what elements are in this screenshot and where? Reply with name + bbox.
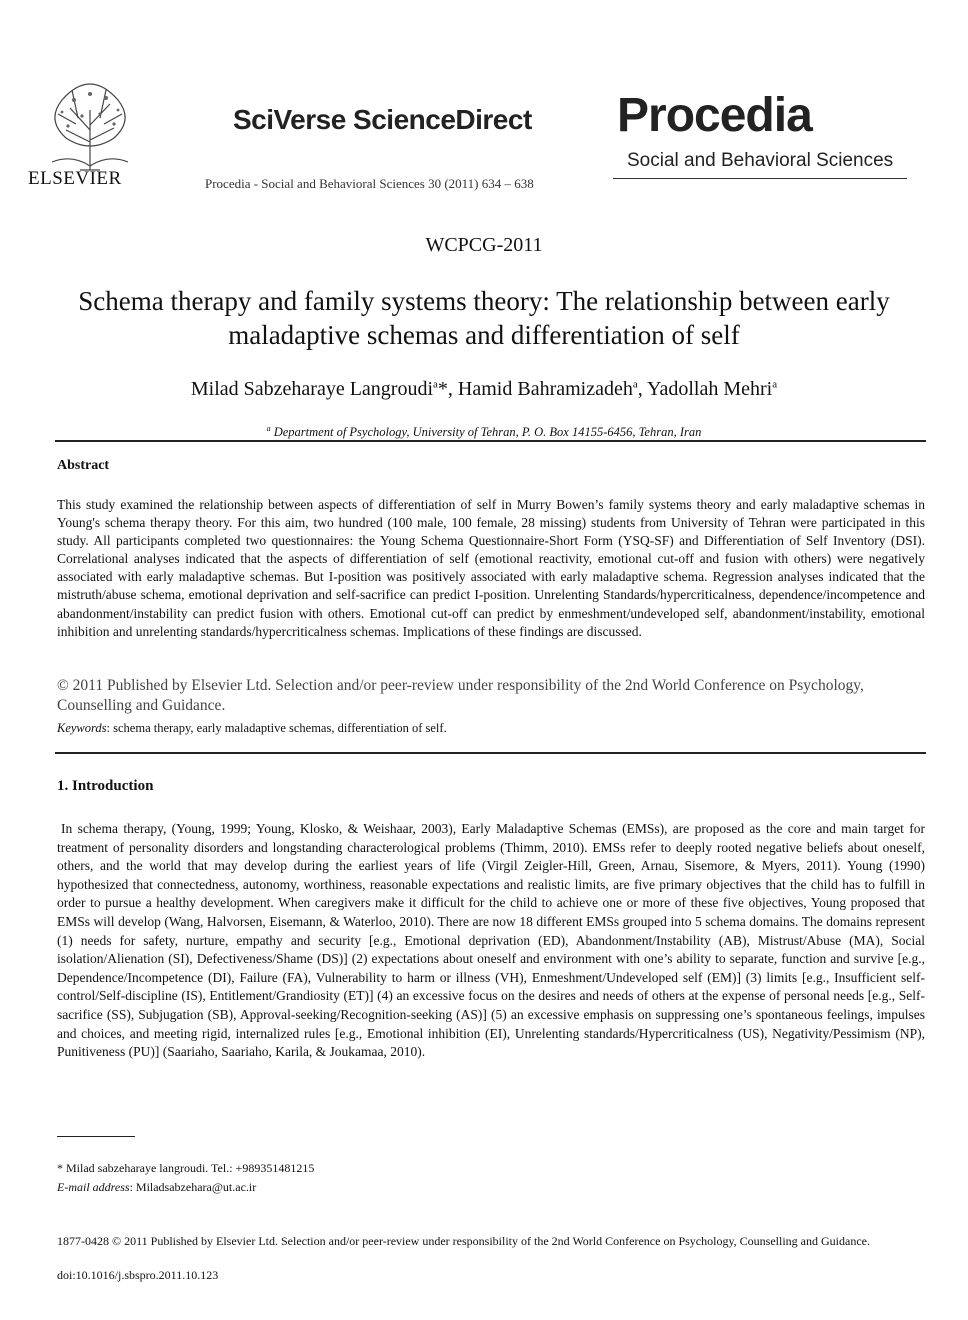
journal-citation: Procedia - Social and Behavioral Sciences 30 (2011) 634 – 638 (205, 176, 534, 191)
section-body: In schema therapy, (Young, 1999; Young, Klosko, & Weishaar, 2003), Early Maladaptive Schemas (EMSs), are proposed as the core and main target for treatment of personality disorders and longstanding characterological problems (Thimm, 2010). EMSs refer to deeply rooted negative beliefs about oneself, others, and the world that may develop during the earliest years of life (Virgil Zeigler-Hill, Green, Arnau, Sisemore, & Myers, 2011). Young (1990) hypothesized that connectedness, autonomy, worthiness, reasonable expectations and realistic limits, are five primary objectives that the child has to fulfill in order to pursue a healthy development. When caregivers make it difficult for the child to achieve one or more of these five objectives, Young proposed that EMSs will develop (Wang, Halvorsen, Eisemann, & Waterloo, 2010). There are now 18 different EMSs grouped into 5 schema domains. The domains represent (1) needs for safety, nurture, empathy and security [e.g., Emotional deprivation (ED), Abandonment/Instability (AB), Mistrust/Abuse (MA), Social isolation/Alienation (SI), Defectiveness/Shame (DS)] (2) expectations about oneself and environment with one’s ability to separate, function and survive [e.g., Dependence/Incompetence (DI), Failure (FA), Vulnerability to harm or illness (VH), Enmeshment/Undeveloped self (EM)] (3) limits [e.g., Insufficient self-control/Self-discipline (IS), Entitlement/Grandiosity (ET)] (4) an excessive focus on the desires and needs of others at the expense of personal needs [e.g., Self-sacrifice (SS), Subjugation (SB), Approval-seeking/Recognition-seeking (AS)] (5) an excessive emphasis on suppressing one’s spontaneous feelings, impulses and choices, and meeting rigid, internalized rules [e.g., Emotional inhibition (EI), Unrelenting standards/Hypercriticalness (US), Negativity/Pessimism (NP), Punitiveness (PU)] (Saariaho, Saariaho, Karila, & Joukamaa, 2010). (57, 821, 925, 1060)
publisher-logo-text: ELSEVIER (28, 168, 122, 189)
author-affiliation-mark: a (632, 378, 638, 391)
platform-name: SciVerse ScienceDirect (233, 104, 532, 135)
footnote-divider (57, 1136, 135, 1137)
affiliation-text: Department of Psychology, University of Tehran, P. O. Box 14155-6456, Tehran, Iran (273, 425, 702, 440)
author-name: Yadollah Mehri (647, 378, 773, 400)
keywords-label: Keywords (57, 721, 107, 735)
author-affiliation-mark: a (772, 378, 778, 391)
divider (55, 440, 926, 442)
section-heading: 1. Introduction (57, 778, 154, 794)
corresponding-mark: * (437, 378, 448, 400)
journal-logo-divider (613, 178, 907, 179)
article-title: Schema therapy and family systems theory: The relationship between early maladaptive schemas and differentiation of self (78, 286, 890, 350)
author-list: Milad Sabzeharaye Langroudi$^a$*, Hamid Bahramizadeh$^a$, Yadollah Mehri$^a$ (190, 378, 778, 400)
affiliation-mark: a (266, 424, 271, 433)
abstract-heading: Abstract (57, 458, 110, 473)
divider (55, 752, 926, 754)
journal-logo-title: Procedia (617, 89, 812, 142)
email-label: E-mail address (57, 1180, 130, 1194)
affiliation (0, 424, 968, 440)
keywords (57, 721, 447, 736)
author-name: Milad Sabzeharaye Langroudi (190, 378, 434, 400)
issn-copyright-line: 1877-0428 © 2011 Published by Elsevier Ltd. Selection and/or peer-review under responsibility of the 2nd World Conference on Psychology, Counselling and Guidance. (57, 1234, 870, 1248)
doi: doi:10.1016/j.sbspro.2011.10.123 (57, 1268, 219, 1282)
author-affiliation-mark: a (433, 378, 438, 391)
corresponding-author-footnote: * Milad sabzeharaye langroudi. Tel.: +989351481215 (57, 1161, 315, 1175)
conference-name: WCPCG-2011 (425, 234, 543, 256)
email-address: : Miladsabzehara@ut.ac.ir (129, 1180, 257, 1194)
abstract-body: This study examined the relationship between aspects of differentiation of self in Murry Bowen’s family systems theory and early maladaptive schemas in Young's schema therapy theory. For this aim, two hundred (100 male, 100 female, 28 missing) students from University of Tehran were participated in this study. All participants completed two questionnaires: the Young Schema Questionnaire-Short Form (YSQ-SF) and Differentiation of Self Inventory (DSI). Correlational analyses indicated that the aspects of differentiation of self (emotional reactivity, emotional cut-off and fusion with others) were negatively associated with early maladaptive schemas. But I-position was positively associated with early maladaptive schema. Regression analyses indicated that the mistruth/abuse schema, emotional deprivation and self-sacrifice can predict I-position. Unrelenting Standards/hypercriticalness, dependence/incompetence and abandonment/instability can predict fusion with others. Emotional cut-off can predict by enmeshment/undeveloped self, abandonment/instability, emotional inhibition and unrelenting standards/hypercriticalness schemas. Implications of these findings are discussed. (57, 497, 925, 639)
journal-logo-subtitle: Social and Behavioral Sciences (627, 150, 894, 171)
copyright-notice: © 2011 Published by Elsevier Ltd. Selection and/or peer-review under responsibility of the 2nd World Conference on Psychology, Counselling and Guidance. (57, 677, 864, 714)
keywords-text: : schema therapy, early maladaptive schemas, differentiation of self. (106, 721, 447, 735)
email-footnote (57, 1180, 256, 1195)
author-name: Hamid Bahramizadeh (457, 378, 633, 400)
